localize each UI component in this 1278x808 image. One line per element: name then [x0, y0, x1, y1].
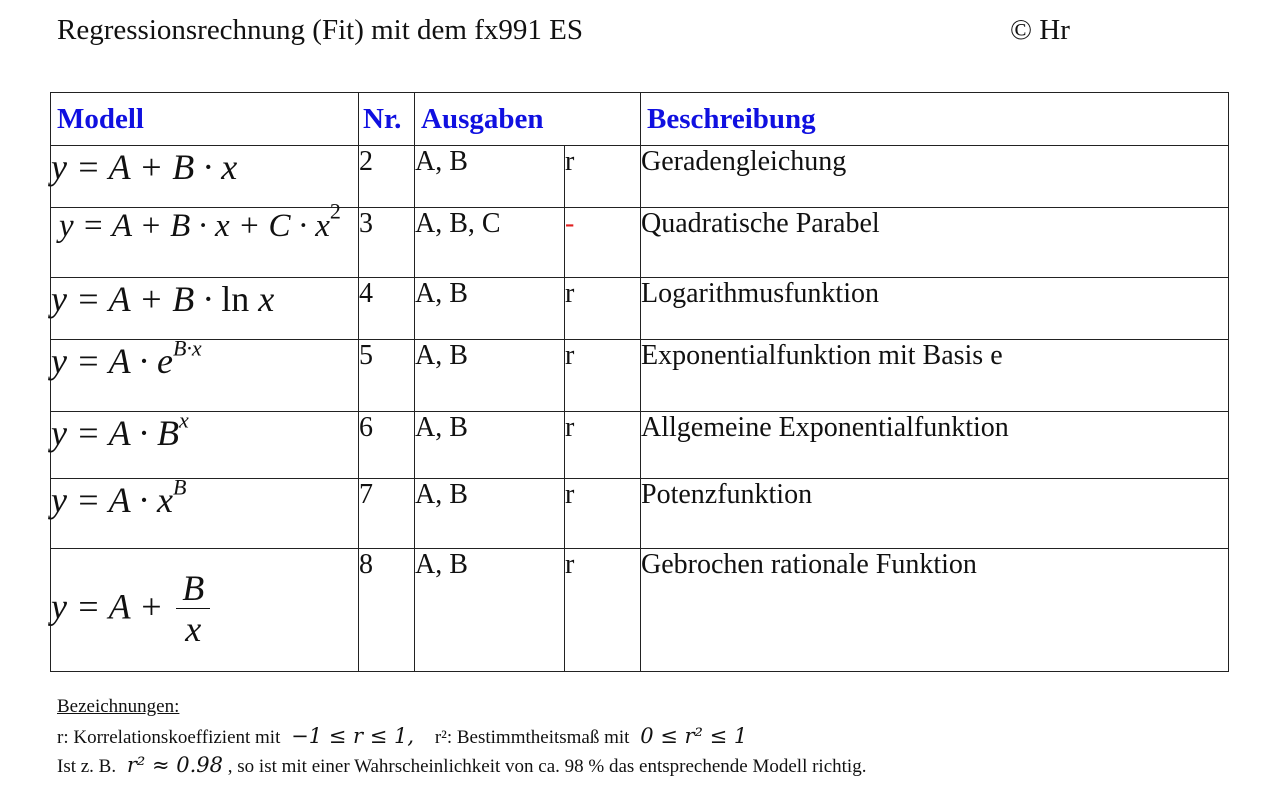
model-number: 7	[359, 479, 415, 549]
legend	[57, 696, 866, 782]
header-modell: Modell	[51, 93, 359, 146]
table-row	[51, 479, 1229, 549]
output-params: A, B	[415, 549, 565, 672]
model-number: 6	[359, 412, 415, 479]
regression-table	[50, 92, 1229, 672]
formula-power: $y = A \cdot x^B$	[51, 479, 359, 549]
model-number: 5	[359, 340, 415, 412]
table-row	[51, 412, 1229, 479]
output-params: A, B	[415, 278, 565, 340]
legend-example-prefix: Ist z. B.	[57, 756, 117, 777]
legend-example-text: , so ist mit einer Wahrscheinlichkeit von ca. 98 % das entsprechende Modell richtig.	[227, 756, 867, 777]
legend-heading: Bezeichnungen:	[57, 696, 180, 717]
formula-rational: y = A + $\frac{B}{x}$	[51, 549, 359, 672]
model-description: Allgemeine Exponentialfunktion	[641, 412, 1229, 479]
formula-quadratic: $y = A + B \cdot x + C \cdot x^2$	[51, 208, 359, 278]
output-params: A, B	[415, 340, 565, 412]
output-params: A, B	[415, 479, 565, 549]
model-number: 3	[359, 208, 415, 278]
model-number: 8	[359, 549, 415, 672]
legend-r-text: r: Korrelationskoeffizient mit	[57, 727, 281, 748]
model-description: Geradengleichung	[641, 146, 1229, 208]
output-r: r	[565, 340, 641, 412]
formula-linear: y = A + B · x	[51, 146, 359, 208]
model-description: Exponentialfunktion mit Basis e	[641, 340, 1229, 412]
table-header-row	[51, 93, 1229, 146]
legend-r2-range: 0 ≤ r² ≤ 1	[640, 724, 748, 748]
copyright-note: © Hr	[1010, 14, 1070, 46]
legend-example-value: r² ≈ 0.98	[126, 753, 224, 777]
output-r: r	[565, 412, 641, 479]
fraction-b-over-x: $\frac{B}{x}$	[176, 570, 210, 650]
table-row	[51, 208, 1229, 278]
legend-line-example	[57, 753, 866, 778]
output-r: r	[565, 278, 641, 340]
output-r: r	[565, 479, 641, 549]
formula-logarithmic: y = A + B · ln x	[51, 278, 359, 340]
model-description: Potenzfunktion	[641, 479, 1229, 549]
model-description: Quadratische Parabel	[641, 208, 1229, 278]
output-r: r	[565, 146, 641, 208]
model-number: 4	[359, 278, 415, 340]
formula-exponential-general: $y = A \cdot B^x$	[51, 412, 359, 479]
legend-r2-text: r²: Bestimmtheitsmaß mit	[434, 727, 630, 748]
output-r: r	[565, 549, 641, 672]
model-description: Gebrochen rationale Funktion	[641, 549, 1229, 672]
formula-exponential-e: $y = A \cdot e^{B\cdot x}$	[51, 340, 359, 412]
table-row	[51, 146, 1229, 208]
header-ausgaben: Ausgaben	[415, 93, 641, 146]
header-beschreibung: Beschreibung	[641, 93, 1229, 146]
table-row	[51, 549, 1229, 672]
table-row	[51, 340, 1229, 412]
header-nr: Nr.	[359, 93, 415, 146]
legend-line-r	[57, 724, 866, 749]
output-params: A, B, C	[415, 208, 565, 278]
output-r: -	[565, 208, 641, 278]
output-params: A, B	[415, 146, 565, 208]
model-number: 2	[359, 146, 415, 208]
legend-r-range: −1 ≤ r ≤ 1,	[291, 724, 415, 748]
output-params: A, B	[415, 412, 565, 479]
page-title: Regressionsrechnung (Fit) mit dem fx991 ES	[57, 14, 583, 46]
table-row	[51, 278, 1229, 340]
model-description: Logarithmusfunktion	[641, 278, 1229, 340]
